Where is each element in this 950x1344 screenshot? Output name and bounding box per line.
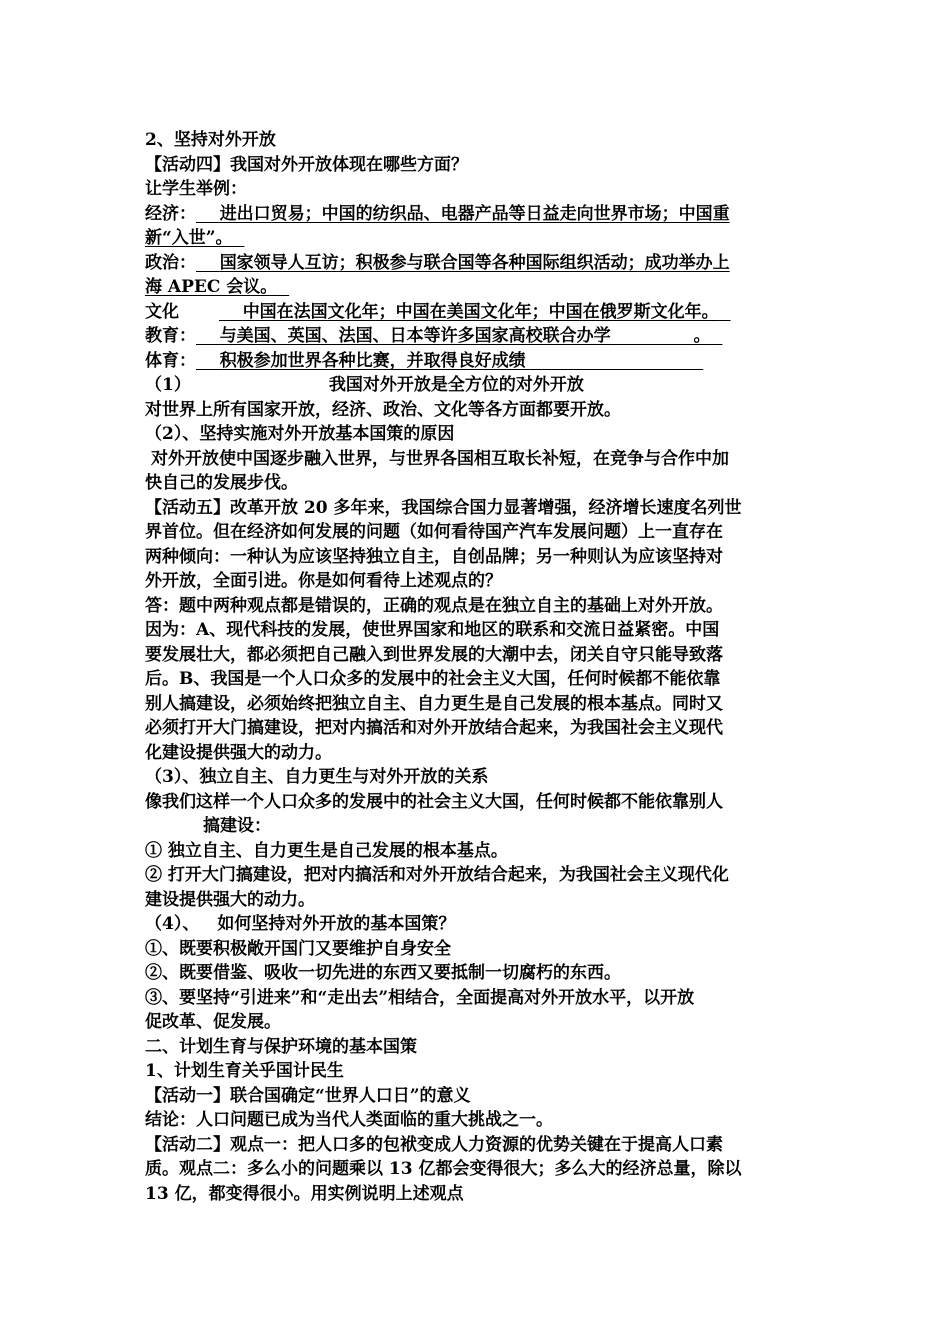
activity5-answer-line7: 化建设提供强大的动力。 xyxy=(145,742,332,763)
point4-item1: ①、既要积极敞开国门又要维护自身安全 xyxy=(145,938,451,959)
activity5-answer-line5: 别人搞建设，必须始终把独立自主、自力更生是自己发展的根本基点。同时又 xyxy=(145,693,723,714)
section-two-sub1: 1、计划生育关乎国计民生 xyxy=(145,1061,344,1081)
politics-line2 xyxy=(145,275,813,300)
politics-answer: 国家领导人互访；积极参与联合国等各种国际组织活动；成功举办上 xyxy=(219,252,730,273)
point1-heading xyxy=(145,373,813,398)
point3-item2-line2: 建设提供强大的动力。 xyxy=(145,889,315,910)
activity5-answer-line4: 后。B、我国是一个人口众多的发展中的社会主义大国，任何时候都不能依靠 xyxy=(145,669,721,689)
point2-line1: 对外开放使中国逐步融入世界，与世界各国相互取长补短，在竞争与合作中加 xyxy=(151,448,729,469)
point3-item1: ① 独立自主、自力更生是自己发展的根本基点。 xyxy=(145,840,508,861)
economy-label: 经济： xyxy=(145,203,196,224)
activity5-answer-line2: 因为：A、现代科技的发展，使世界国家和地区的联系和交流日益紧密。中国 xyxy=(145,620,720,640)
section-heading: 2、坚持对外开放 xyxy=(145,130,276,150)
culture-answer: 中国在法国文化年；中国在美国文化年；中国在俄罗斯文化年。 xyxy=(242,301,719,322)
sports-answer: 积极参加世界各种比赛，并取得良好成绩 xyxy=(219,350,526,371)
document-page xyxy=(145,128,813,1206)
politics-label: 政治： xyxy=(145,252,196,273)
point4-title: 如何坚持对外开放的基本国策？ xyxy=(217,914,456,934)
section-two-activity1: 【活动一】联合国确定“世界人口日”的意义 xyxy=(145,1085,471,1106)
point3-heading: （3）、独立自主、自力更生与对外开放的关系 xyxy=(145,767,489,787)
culture-label: 文化 xyxy=(145,301,179,322)
activity4-title: 【活动四】我国对外开放体现在哪些方面？ xyxy=(145,154,468,175)
section-two-activity2-line1: 【活动二】观点一：把人口多的包袱变成人力资源的优势关键在于提高人口素 xyxy=(145,1134,723,1155)
education-line xyxy=(145,324,813,349)
section-two-conclusion: 结论：人口问题已成为当代人类面临的重大挑战之一。 xyxy=(145,1110,553,1130)
activity5-answer-line1: 答：题中两种观点都是错误的，正确的观点是在独立自主的基础上对外开放。 xyxy=(145,595,723,616)
point4-num: （4）、 xyxy=(145,914,200,934)
culture-line xyxy=(145,300,813,325)
politics-line1 xyxy=(145,251,813,276)
point2-line2: 快自己的发展步伐。 xyxy=(145,473,298,493)
activity5-line4: 外开放，全面引进。你是如何看待上述观点的？ xyxy=(145,571,502,591)
activity5-answer-line3: 要发展壮大，都必须把自己融入到世界发展的大潮中去，闭关自守只能导致落 xyxy=(145,644,723,665)
point3-line2: 搞建设： xyxy=(203,816,271,836)
point4-item2: ②、既要借鉴、吸收一切先进的东西又要抵制一切腐朽的东西。 xyxy=(145,963,621,983)
activity5-line3: 两种倾向：一种认为应该坚持独立自主，自创品牌；另一种则认为应该坚持对 xyxy=(145,546,723,567)
education-answer: 与美国、英国、法国、日本等许多国家高校联合办学 。 xyxy=(219,326,711,346)
section-two-activity2-line3: 13 亿，都变得很小。用实例说明上述观点 xyxy=(145,1183,464,1204)
point4-item3-line2: 促改革、促发展。 xyxy=(145,1012,281,1032)
activity5-answer-line6: 必须打开大门搞建设，把对内搞活和对外开放结合起来，为我国社会主义现代 xyxy=(145,718,723,738)
economy-line2 xyxy=(145,226,813,251)
section-two-activity2-line2: 质。观点二：多么小的问题乘以 13 亿都会变得很大；多么大的经济总量，除以 xyxy=(145,1159,742,1179)
point4-item3-line1: ③、要坚持“引进来”和“走出去”相结合，全面提高对外开放水平，以开放 xyxy=(145,987,695,1008)
education-label: 教育： xyxy=(145,326,196,346)
politics-answer-cont: 海 APEC 会议。 xyxy=(145,277,278,297)
point3-item2-line1: ② 打开大门搞建设，把对内搞活和对外开放结合起来，为我国社会主义现代化 xyxy=(145,865,729,885)
economy-answer: 进出口贸易；中国的纺织品、电器产品等日益走向世界市场；中国重 xyxy=(219,203,730,224)
point4-heading xyxy=(145,912,813,937)
point1-text: 对世界上所有国家开放，经济、政治、文化等各方面都要开放。 xyxy=(145,399,621,420)
point1-title: 我国对外开放是全方位的对外开放 xyxy=(328,375,584,395)
point2-heading: （2）、坚持实施对外开放基本国策的原因 xyxy=(145,424,455,444)
section-two-heading: 二、计划生育与保护环境的基本国策 xyxy=(145,1036,417,1057)
activity5-line1: 【活动五】改革开放 20 多年来，我国综合国力显著增强，经济增长速度名列世 xyxy=(145,497,742,518)
sports-label: 体育： xyxy=(145,350,196,371)
sports-line xyxy=(145,349,813,374)
economy-answer-cont: 新“入世”。 xyxy=(145,228,233,248)
point3-line1: 像我们这样一个人口众多的发展中的社会主义大国，任何时候都不能依靠别人 xyxy=(145,791,723,812)
activity4-prompt: 让学生举例： xyxy=(145,179,247,199)
point1-num: （1） xyxy=(145,375,191,395)
economy-line1 xyxy=(145,202,813,227)
activity5-line2: 界首位。但在经济如何发展的问题（如何看待国产汽车发展问题）上一直存在 xyxy=(145,522,723,542)
